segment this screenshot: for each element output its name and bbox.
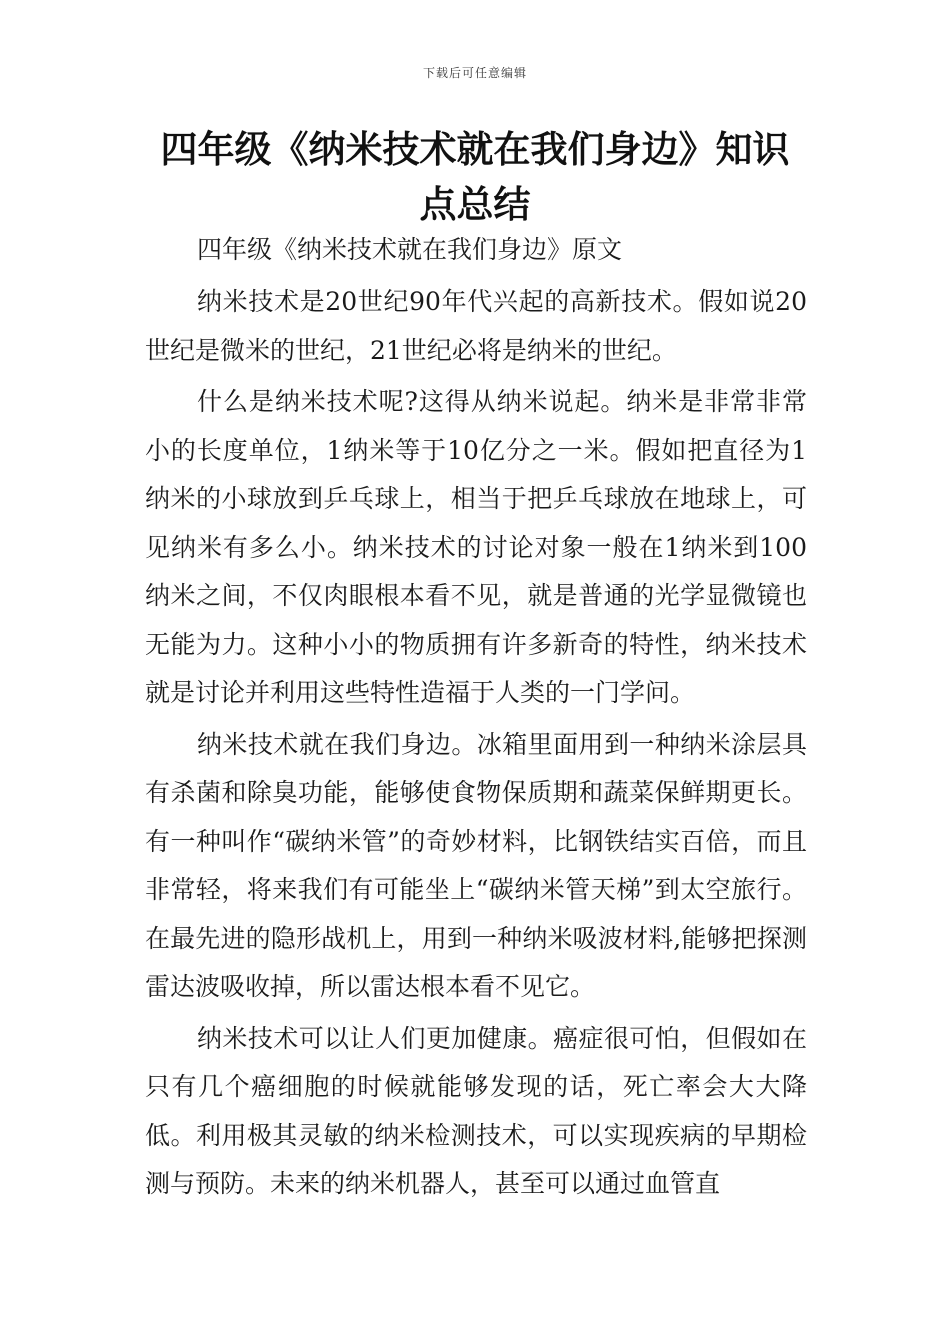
- paragraph-nano-around-us: 纳米技术就在我们身边。冰箱里面用到一种纳米涂层具有杀菌和除臭功能，能够使食物保质期和蔬菜保鲜期更长。有一种叫作“碳纳米管”的奇妙材料，比钢铁结实百倍，而且非常轻，将来我们有可能坐上“碳纳米管天梯”到太空旅行。在最先进的隐形战机上，用到一种纳米吸波材料,能够把探测雷达波吸收掉，所以雷达根本看不见它。: [145, 729, 807, 1001]
- paragraph-nano-health: 纳米技术可以让人们更加健康。癌症很可怕，但假如在只有几个癌细胞的时候就能够发现的话，死亡率会大大降低。利用极其灵敏的纳米检测技术，可以实现疾病的早期检测与预防。未来的纳米机器人，甚至可以通过血管直: [145, 1023, 807, 1198]
- document-title: 四年级《纳米技术就在我们身边》知识点总结: [160, 128, 790, 226]
- section-heading: 四年级《纳米技术就在我们身边》原文: [197, 235, 623, 264]
- header-note: 下载后可任意编辑: [422, 66, 527, 80]
- document-body: [145, 226, 807, 1212]
- paragraph-what-is-nano: 什么是纳米技术呢?这得从纳米说起。纳米是非常非常小的长度单位，1纳米等于10亿分之一米。假如把直径为1纳米的小球放到乒乓球上，相当于把乒乓球放在地球上，可见纳米有多么小。纳米技术的讨论对象一般在1纳米到100纳米之间，不仅肉眼根本看不见，就是普通的光学显微镜也无能为力。这种小小的物质拥有许多新奇的特性，纳米技术就是讨论并利用这些特性造福于人类的一门学问。: [145, 387, 807, 707]
- paragraph-intro: 纳米技术是20世纪90年代兴起的高新技术。假如说20世纪是微米的世纪，21世纪必将是纳米的世纪。: [145, 287, 807, 365]
